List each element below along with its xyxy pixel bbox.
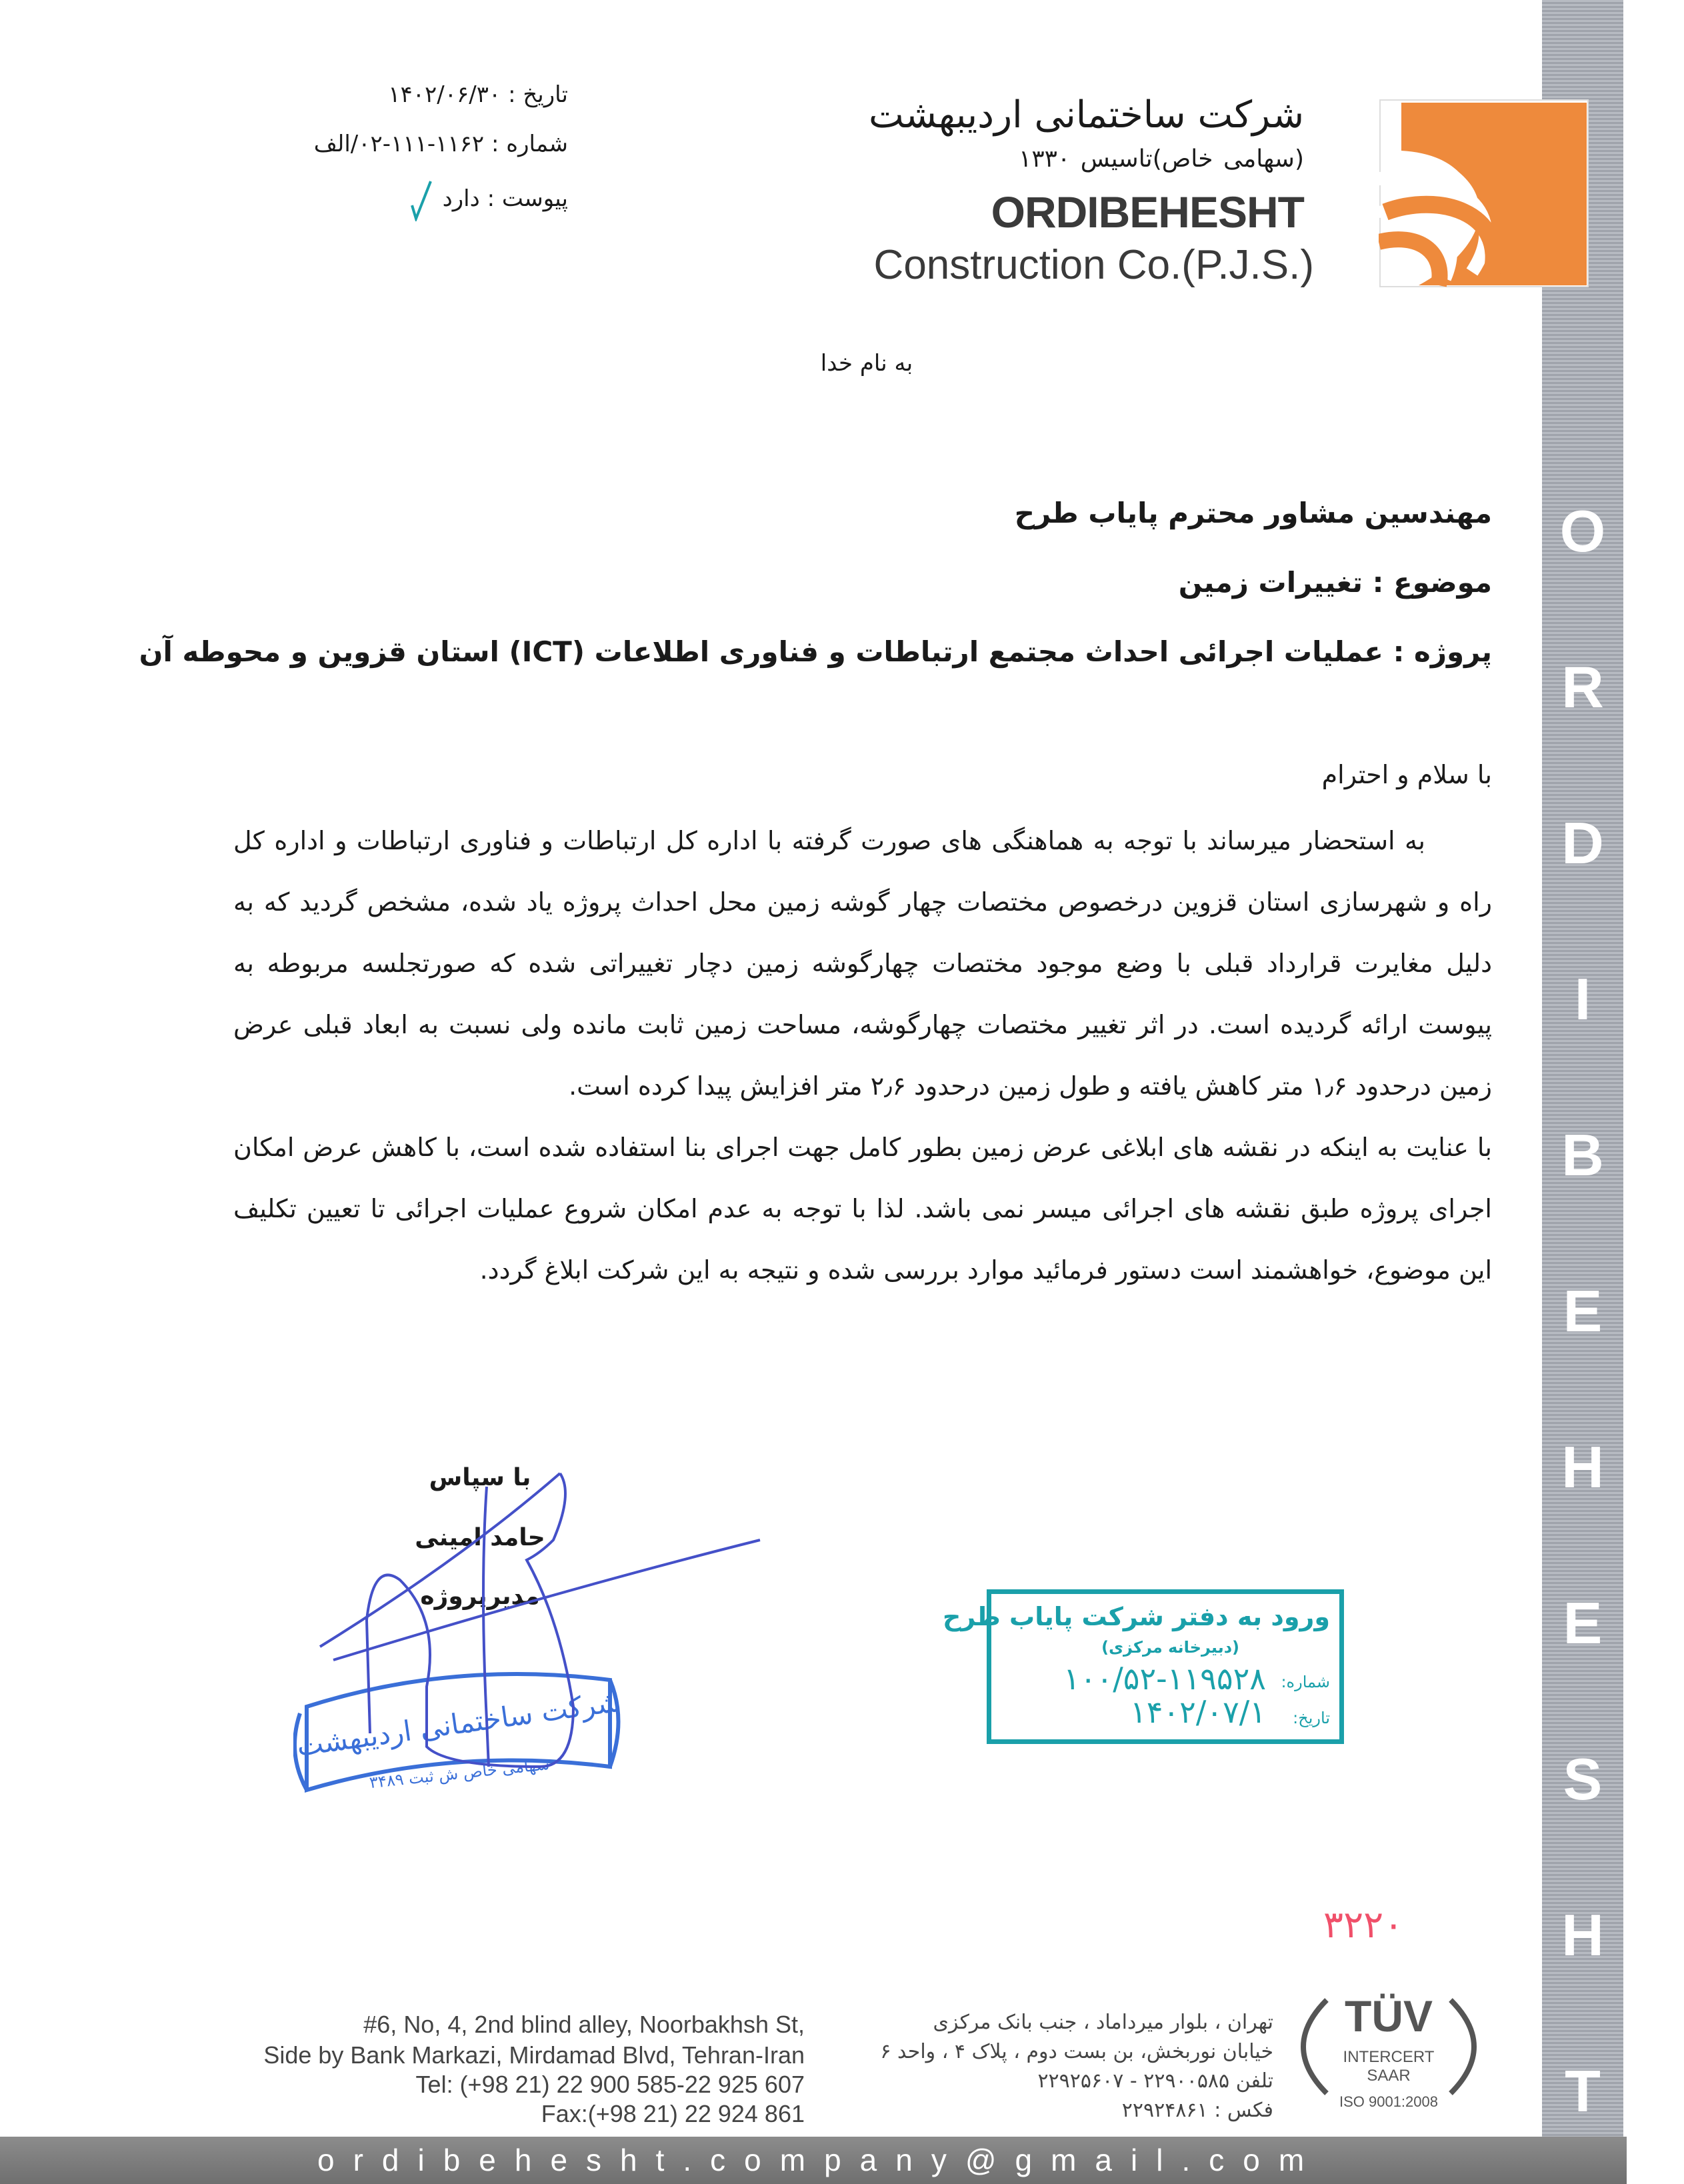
letterhead-side-band — [1542, 0, 1623, 2184]
body-paragraph-1: به استحضار میرساند با توجه به هماهنگی های صورت گرفته با اداره کل ارتباطات و فناوری ارتباطات و اداره کل راه و شهرسازی استان قزوین درخصوص مختصات چهار گوشه زمین محل احداث پروژه یاد شده، مشخص گردید که به دلیل مغایرت قرارداد قبلی با وضع موجود مختصات چهارگوشه زمین دچار تغییراتی شده که صورتجلسه مربوطه به پیوست ارائه گردیده است. در اثر تغییر مختصات چهارگوشه، مساحت زمین ثابت مانده ولی نسبت به ابعاد قبلی عرض زمین درحدود ۱٫۶ متر کاهش یافته و طول زمین درحدود ۲٫۶ متر افزایش پیدا کرده است. — [233, 826, 1492, 1101]
band-letter: E — [1563, 1590, 1603, 1656]
company-seal-and-signature — [293, 1453, 773, 1813]
letter-date: تاریخ : ۱۴۰۲/۰۶/۳۰ — [388, 81, 568, 108]
footer-address-fa-1: تهران ، بلوار میرداماد ، جنب بانک مرکزی — [933, 2011, 1273, 2034]
band-letter: S — [1563, 1746, 1603, 1812]
band-letter: I — [1574, 966, 1591, 1032]
body-paragraph-2: با عنایت به اینکه در نقشه های ابلاغی عرض زمین بطور کامل جهت اجرای بنا استفاده شده است، با کاهش عرض امکان اجرای پروژه طبق نقشه های اجرائی میسر نمی باشد. لذا با توجه به عدم امکان شروع عملیات اجرائی تا تعیین تکلیف این موضوع، خواهشمند است دستور فرمائید موارد بررسی شده و نتیجه به این شرکت ابلاغ گردد. — [233, 1133, 1492, 1285]
project-title: پروژه : عملیات اجرائی احداث مجتمع ارتباطات و فناوری اطلاعات (ICT) استان قزوین و محوطه آن — [139, 635, 1492, 668]
company-type: (سهامی خاص) — [1152, 145, 1304, 173]
receipt-stamp — [942, 1589, 1344, 1744]
cert-iso: ISO 9001:2008 — [1339, 2093, 1438, 2110]
footer-address-fa-2: خیابان نوربخش، بن بست دوم ، پلاک ۴ ، واحد ۶ — [880, 2040, 1273, 2063]
footer-address-en-2: Side by Bank Markazi, Mirdamad Blvd, Tehran-Iran — [263, 2041, 805, 2069]
closing: با سپاس — [429, 1464, 531, 1491]
cert-name-2: SAAR — [1367, 2067, 1411, 2085]
basmala: به نام خدا — [820, 350, 913, 377]
band-letter: R — [1561, 654, 1604, 720]
recipient: مهندسین مشاور محترم پایاب طرح — [1014, 497, 1492, 529]
company-name-en: ORDIBEHESHT — [991, 187, 1304, 237]
stamp-title: ورود به دفتر شرکت پایاب طرح — [942, 1602, 1330, 1631]
company-name-en-sub: Construction Co.(P.J.S.) — [873, 242, 1314, 288]
seal-subtext: سهامی خاص ش ثبت ۳۴۸۹ — [368, 1754, 551, 1793]
stamp-number-label: شماره: — [1281, 1673, 1330, 1691]
band-letter: D — [1561, 810, 1604, 876]
subject: موضوع : تغییرات زمین — [1178, 566, 1492, 599]
side-band-letters — [1542, 453, 1623, 2169]
company-logo-icon — [1379, 99, 1589, 288]
footer-fax-fa: فکس : ۲۲۹۲۴۸۶۱ — [1121, 2099, 1273, 2122]
band-letter: O — [1559, 498, 1606, 564]
stamp-date-value: ۱۴۰۲/۰۷/۱ — [1130, 1694, 1266, 1730]
band-letter: E — [1563, 1278, 1603, 1344]
handwritten-number: ۳۲۲۰ — [1323, 1903, 1404, 1947]
signer-title: مدیرپروژه — [420, 1583, 540, 1610]
stamp-number-value: ۱۰۰/۵۲-۱۱۹۵۲۸ — [1063, 1661, 1266, 1697]
letter-number: شماره : ۱۱۶۲-۱۱۱-۰۲/الف — [313, 131, 568, 157]
cert-logo-text: TÜV — [1345, 1991, 1433, 2041]
cert-name: INTERCERT — [1343, 2048, 1435, 2066]
footer-phone-fa: تلفن ۲۲۹۰۰۵۸۵ - ۲۲۹۲۵۶۰۷ — [1037, 2069, 1273, 2093]
seal-text: شرکت ساختمانی اردیبهشت — [295, 1685, 623, 1763]
footer-email[interactable]: ordibehesht.company@gmail.com — [317, 2143, 1323, 2177]
stamp-date-label: تاریخ: — [1293, 1709, 1330, 1727]
footer-address-en-1: #6, No, 4, 2nd blind alley, Noorbakhsh St, — [363, 2011, 805, 2038]
tuv-cert-logo — [1287, 1993, 1491, 2120]
band-letter: B — [1561, 1122, 1604, 1188]
band-letter: H — [1561, 1434, 1604, 1500]
signer-name: حامد امینی — [415, 1524, 545, 1551]
footer-fax-en: Fax:(+98 21) 22 924 861 — [541, 2100, 805, 2127]
footer-phone-en: Tel: (+98 21) 22 900 585-22 925 607 — [415, 2071, 805, 2098]
salutation: با سلام و احترام — [1321, 760, 1492, 789]
band-letter: H — [1561, 1902, 1604, 1968]
band-letter: T — [1565, 2058, 1601, 2124]
company-name-fa: شرکت ساختمانی اردیبهشت — [868, 93, 1304, 137]
founded-year: تاسیس ۱۳۳۰ — [1019, 145, 1153, 173]
stamp-subtitle: (دبیرخانه مرکزی) — [1101, 1638, 1239, 1657]
letter-attachment: پیوست : دارد — [442, 185, 568, 212]
checkmark-icon — [408, 179, 435, 221]
company-subtitle — [959, 145, 1304, 173]
